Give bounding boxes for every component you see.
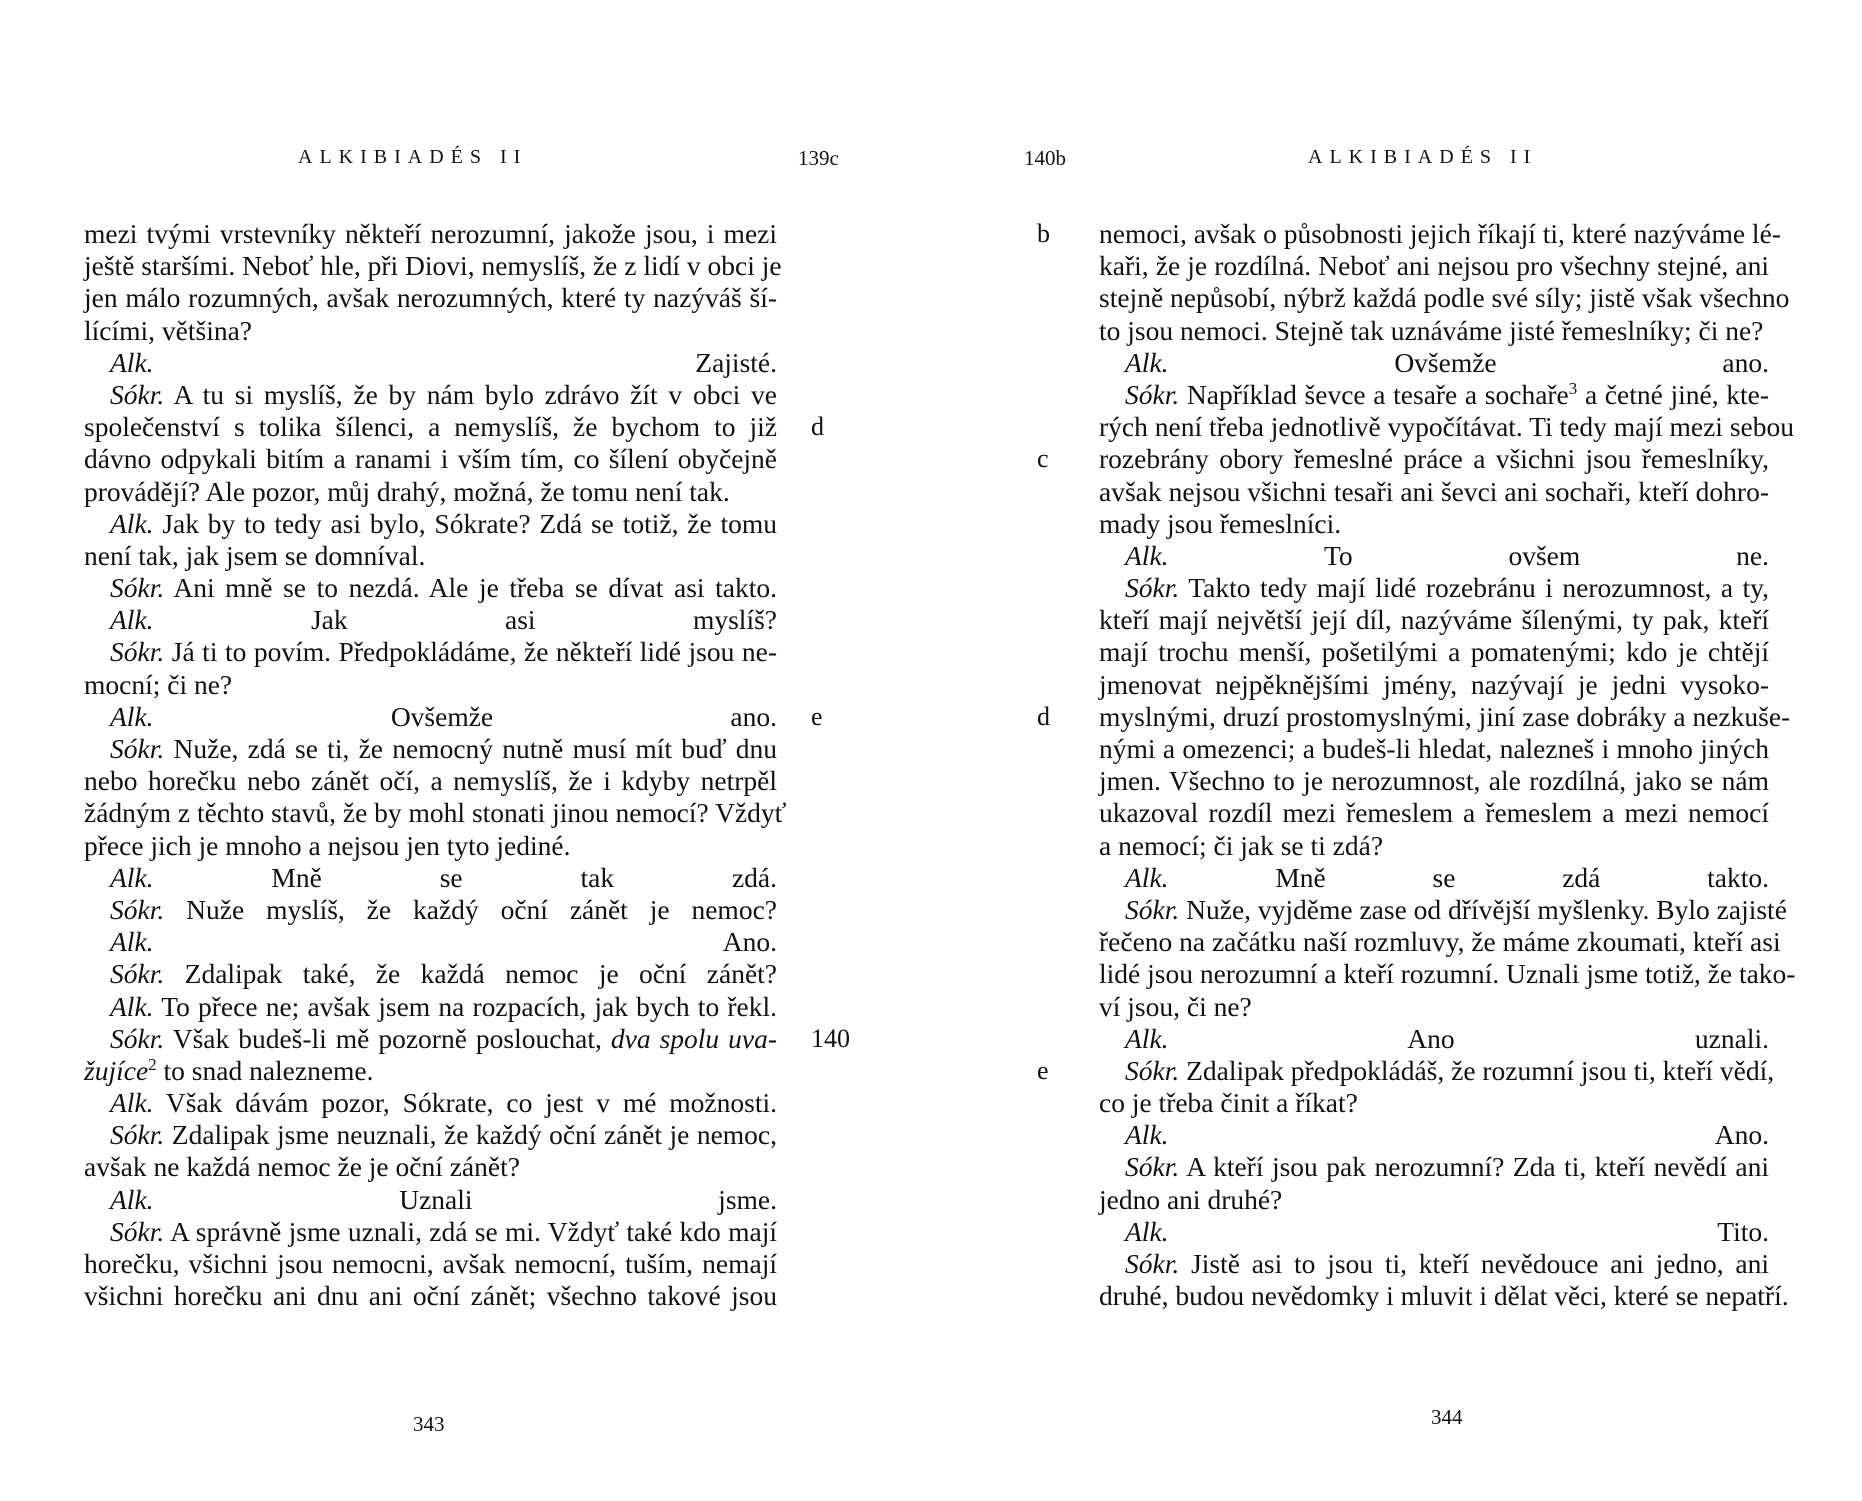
stephanus-marker: e <box>1037 1055 1049 1085</box>
text-line <box>1099 893 1787 926</box>
line-text: nebo horečku nebo zánět očí, a nemyslíš, že i kdyby netrpěl <box>84 765 777 797</box>
emphasis: žujíce <box>84 1054 149 1086</box>
emphasis: dva spolu uva- <box>610 1022 777 1054</box>
speaker-label: Sókr. <box>1125 893 1180 925</box>
speaker-label: Sókr. <box>110 378 165 410</box>
line-text: nými a omezenci; a budeš-li hledat, nalezneš i mnoho jiných <box>1099 733 1769 764</box>
line-text: Ani mně se to nezdá. Ale je třeba se dívat asi takto. <box>173 572 778 604</box>
line-text: A tu si myslíš, že by nám bylo zdrávo žít v obci ve <box>173 378 778 410</box>
line-text: Mně se zdá takto. <box>1275 861 1769 893</box>
speaker-label: Sókr. <box>1125 378 1180 410</box>
line-text: jen málo rozumných, avšak nerozumných, které ty nazýváš ší- <box>84 282 777 314</box>
line-text: jmenovat nejpěknějšími jmény, nazývají je jedni vysoko- <box>1099 668 1769 700</box>
text-line <box>84 765 777 797</box>
speaker-label: Alk. <box>1125 1022 1169 1054</box>
line-text: lidé jsou nerozumní a kteří rozumní. Uznali jsme totiž, že tako- <box>1099 958 1796 990</box>
text-line <box>1099 476 1769 508</box>
text-line <box>1099 282 1790 314</box>
line-text: Nuže, zdá se ti, že nemocný nutně musí mít buď dnu <box>173 733 777 764</box>
footnote-ref: 3 <box>1568 378 1578 398</box>
text-line <box>1099 1280 1789 1312</box>
page-number: 343 <box>413 1412 445 1436</box>
text-line <box>1099 991 1769 1023</box>
line-text: To ovšem ne. <box>1323 539 1769 571</box>
line-text: přece jich je mnoho a nejsou jen tyto jediné. <box>84 829 571 861</box>
text-line <box>84 282 777 314</box>
text-line <box>84 315 777 347</box>
text-line <box>1099 572 1769 604</box>
text-line <box>84 1151 777 1183</box>
text-line <box>1099 1119 1769 1151</box>
line-text: mocní; či ne? <box>84 668 233 700</box>
footnote-ref: 2 <box>148 1054 157 1074</box>
line-text: Tito. <box>1717 1215 1769 1247</box>
text-line <box>84 1055 777 1087</box>
speaker-label: Alk. <box>110 861 154 893</box>
line-text: všichni horečku ani dnu ani oční zánět; všechno takové jsou <box>84 1280 777 1312</box>
line-text: provádějí? Ale pozor, můj drahý, možná, že tomu není tak. <box>84 475 730 507</box>
stephanus-marker: e <box>811 701 823 731</box>
line-text: Jistě asi to jsou ti, kteří nevědouce ani jedno, ani <box>1191 1248 1769 1279</box>
speaker-label: Sókr. <box>110 636 165 668</box>
line-text: to jsou nemoci. Stejně tak uznáváme jisté řemeslníky; či ne? <box>1099 314 1764 346</box>
line-text: dávno odpykali bitím a ranami i vším tím, co šílení obyčejně <box>84 443 777 475</box>
text-line <box>84 540 777 572</box>
line-text: Ano. <box>1714 1119 1769 1151</box>
line-text: To přece ne; avšak jsem na rozpacích, jak bych to řekl. <box>161 990 777 1022</box>
text-line <box>1099 411 1794 443</box>
text-line <box>84 476 777 508</box>
line-text: rých není třeba jednotlivě vypočítávat. Ti tedy mají mezi sebou <box>1099 411 1794 443</box>
line-text: a četné jiné, kte- <box>1584 378 1769 410</box>
text-line <box>1099 315 1769 347</box>
text-line <box>1037 218 1781 250</box>
speaker-label: Sókr. <box>110 1022 165 1054</box>
stephanus-reference: 139c <box>798 146 839 170</box>
text-line <box>1099 347 1769 379</box>
text-line <box>84 572 777 604</box>
text-line <box>1099 862 1769 894</box>
stephanus-reference: 140b <box>1024 146 1066 170</box>
line-text: mezi tvými vrstevníky někteří nerozumní, jakože jsou, i mezi <box>84 218 777 249</box>
speaker-label: Alk. <box>1125 1215 1169 1247</box>
text-line <box>1099 1184 1769 1216</box>
line-text: jmen. Všechno to je nerozumnost, ale rozdílná, jako se nám <box>1099 765 1769 797</box>
text-line <box>84 636 777 668</box>
text-line <box>1099 508 1769 540</box>
line-text: Však dávám pozor, Sókrate, co jest v mé možnosti. <box>165 1087 777 1119</box>
speaker-label: Alk. <box>110 346 154 378</box>
running-title: ALKIBIADÉS II <box>298 146 528 168</box>
text-line <box>84 347 777 379</box>
line-text: Mně se tak zdá. <box>271 861 778 893</box>
speaker-label: Sókr. <box>110 1119 165 1151</box>
line-text: Ano uznali. <box>1407 1022 1769 1054</box>
text-line <box>1099 379 1769 411</box>
line-text: Nuže, vyjděme zase od dřívější myšlenky. Bylo zajisté <box>1186 893 1787 925</box>
speaker-label: Sókr. <box>1125 1054 1180 1086</box>
text-line <box>84 443 777 475</box>
line-text: Však budeš-li mě pozorně poslouchat, <box>172 1022 602 1054</box>
text-line <box>1099 830 1769 862</box>
line-text: stejně nepůsobí, nýbrž každá podle své síly; jistě však všechno <box>1099 282 1790 314</box>
line-text: Já ti to povím. Předpokládáme, že někteří lidé jsou ne- <box>171 636 777 668</box>
text-line <box>1099 250 1769 282</box>
line-text: co je třeba činit a říkat? <box>1099 1087 1358 1119</box>
text-line <box>1099 540 1769 572</box>
speaker-label: Sókr. <box>1125 1151 1180 1183</box>
text-line <box>1099 797 1769 829</box>
line-text: horečku, všichni jsou nemocni, avšak nemocní, tuším, nemají <box>84 1248 777 1279</box>
text-line <box>1099 733 1769 765</box>
right-page <box>931 0 1862 1501</box>
text-line <box>84 700 823 733</box>
speaker-label: Alk. <box>1125 346 1169 378</box>
speaker-label: Sókr. <box>1125 1248 1180 1279</box>
speaker-label: Sókr. <box>1125 572 1180 604</box>
stephanus-marker: d <box>1037 701 1050 731</box>
speaker-label: Sókr. <box>110 958 165 990</box>
speaker-label: Sókr. <box>110 1215 165 1247</box>
speaker-label: Alk. <box>110 700 154 732</box>
text-line <box>1037 443 1769 475</box>
text-line <box>1099 926 1781 958</box>
line-text: A správně jsme uznali, zdá se mi. Vždyť také kdo mají <box>170 1215 778 1247</box>
text-line <box>84 862 777 894</box>
running-title: ALKIBIADÉS II <box>1308 146 1538 168</box>
line-text: společenství s tolika šílenci, a nemyslíš, že bychom to již <box>84 411 777 443</box>
line-text: Jak asi myslíš? <box>310 604 777 636</box>
line-text: to snad nalezneme. <box>163 1054 374 1086</box>
text-line <box>84 830 777 862</box>
speaker-label: Alk. <box>110 990 154 1022</box>
text-line <box>84 1119 777 1151</box>
text-line <box>1099 1087 1769 1119</box>
text-line <box>1037 700 1791 733</box>
text-line <box>1099 765 1769 797</box>
line-text: druhé, budou nevědomky i mluvit i dělat věci, které se nepatří. <box>1099 1280 1789 1312</box>
line-text: ukazoval rozdíl mezi řemeslem a řemeslem a mezi nemocí <box>1099 797 1769 829</box>
text-line <box>84 926 777 958</box>
stephanus-marker: 140 <box>811 1023 850 1053</box>
body-text <box>1037 218 1796 1312</box>
text-line <box>84 1087 777 1119</box>
text-line <box>1099 604 1769 636</box>
text-line <box>1099 958 1796 990</box>
text-line <box>84 1248 777 1280</box>
line-text: žádným z těchto stavů, že by mohl stonati jinou nemocí? Vždyť <box>84 797 787 829</box>
speaker-label: Sókr. <box>110 733 165 764</box>
text-line <box>84 604 777 636</box>
text-line <box>1037 1054 1775 1087</box>
line-text: kaři, že je rozdílná. Neboť ani nejsou pro všechny stejné, ani <box>1099 250 1769 282</box>
line-text: Uznali jsme. <box>399 1183 777 1215</box>
line-text: myslnými, druzí prostomyslnými, jiní zase dobráky a nezkuše- <box>1099 700 1791 732</box>
line-text: řečeno na začátku naší rozmluvy, že máme zkoumati, kteří asi <box>1099 926 1781 958</box>
text-line <box>84 1280 777 1312</box>
body-text <box>84 218 850 1312</box>
text-line <box>84 894 777 926</box>
line-text: Ovšemže ano. <box>1394 346 1769 378</box>
speaker-label: Alk. <box>1125 861 1169 893</box>
line-text: kteří mají největší její díl, nazýváme šílenými, ty pak, kteří <box>1099 604 1769 636</box>
page-number: 344 <box>1431 1405 1463 1429</box>
text-line <box>84 958 777 990</box>
line-text: Zajisté. <box>695 346 777 378</box>
line-text: a nemocí; či jak se ti zdá? <box>1099 829 1384 861</box>
speaker-label: Alk. <box>110 507 154 539</box>
line-text: nemoci, avšak o působnosti jejich říkají ti, které nazýváme lé- <box>1099 218 1781 249</box>
line-text: Ano. <box>722 926 777 958</box>
line-text: mady jsou řemeslníci. <box>1099 507 1342 539</box>
text-line <box>84 1184 777 1216</box>
text-line <box>1099 669 1769 701</box>
line-text: Ovšemže ano. <box>390 700 777 732</box>
text-line <box>84 1022 850 1055</box>
speaker-label: Sókr. <box>110 572 165 604</box>
speaker-label: Alk. <box>1125 539 1169 571</box>
text-line <box>84 250 782 282</box>
line-text: Jak by to tedy asi bylo, Sókrate? Zdá se totiž, že tomu <box>162 507 777 539</box>
line-text: lícími, většina? <box>84 314 253 346</box>
text-line <box>1099 1248 1769 1280</box>
line-text: jedno ani druhé? <box>1099 1183 1283 1215</box>
text-line <box>84 733 777 765</box>
line-text: rozebrány obory řemeslné práce a všichni jsou řemeslníky, <box>1099 443 1769 475</box>
line-text: ví jsou, či ne? <box>1099 990 1252 1022</box>
text-line <box>84 1216 777 1248</box>
speaker-label: Alk. <box>110 926 154 958</box>
speaker-label: Alk. <box>110 1183 154 1215</box>
text-line <box>84 991 777 1023</box>
text-line <box>1099 1023 1769 1055</box>
text-line <box>84 508 777 540</box>
line-text: mají trochu menší, pošetilými a pomatenými; kdo je chtějí <box>1099 636 1769 668</box>
line-text: avšak nejsou všichni tesaři ani ševci ani sochaři, kteří dohro- <box>1099 475 1769 507</box>
text-line <box>84 797 787 829</box>
text-line <box>84 218 777 250</box>
line-text: Zdalipak také, že každá nemoc je oční zánět? <box>184 958 778 990</box>
text-line <box>84 411 824 443</box>
line-text: Zdalipak předpokládáš, že rozumní jsou ti, kteří vědí, <box>1186 1054 1775 1086</box>
line-text: Nuže myslíš, že každý oční zánět je nemoc? <box>186 893 777 925</box>
text-line <box>84 669 777 701</box>
speaker-label: Sókr. <box>110 893 165 925</box>
line-text: Například ševce a tesaře a sochaře <box>1186 378 1569 410</box>
line-text: ještě staršími. Neboť hle, při Diovi, nemyslíš, že z lidí v obci je <box>84 250 782 282</box>
line-text: Zdalipak jsme neuznali, že každý oční zánět je nemoc, <box>171 1119 778 1151</box>
stephanus-marker: d <box>811 412 824 442</box>
line-text: A kteří jsou pak nerozumní? Zda ti, kteří nevědí ani <box>1186 1151 1769 1183</box>
speaker-label: Alk. <box>110 1087 154 1119</box>
text-line <box>84 379 777 411</box>
text-line <box>1099 1216 1769 1248</box>
line-text: Takto tedy mají lidé rozebránu i nerozumnost, a ty, <box>1188 572 1769 604</box>
line-text: avšak ne každá nemoc že je oční zánět? <box>84 1151 520 1183</box>
speaker-label: Alk. <box>1125 1119 1169 1151</box>
line-text: není tak, jak jsem se domníval. <box>84 539 426 571</box>
text-line <box>1099 636 1769 668</box>
stephanus-marker: c <box>1037 444 1049 474</box>
speaker-label: Alk. <box>110 604 154 636</box>
stephanus-marker: b <box>1037 219 1050 248</box>
text-line <box>1099 1151 1769 1183</box>
